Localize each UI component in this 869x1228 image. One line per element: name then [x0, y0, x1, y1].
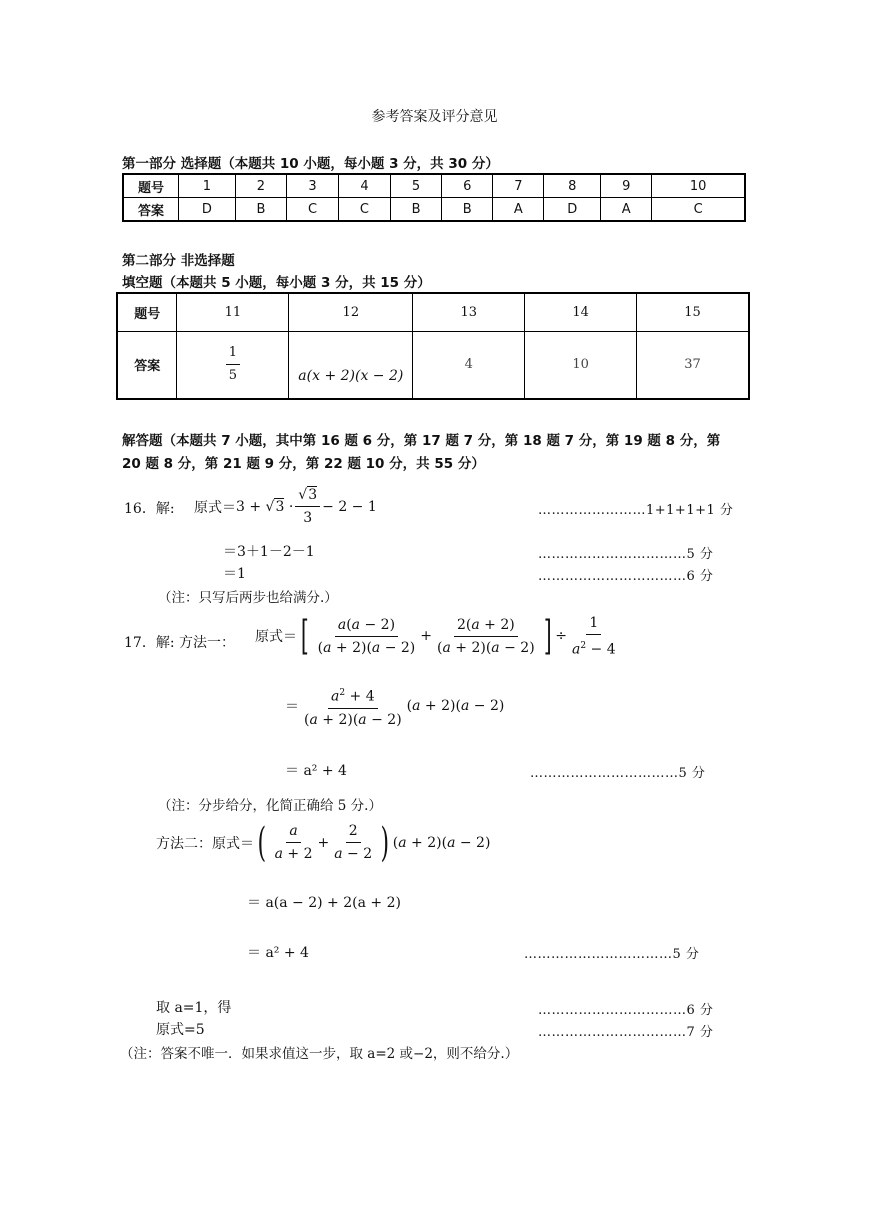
question-number: 9 — [601, 174, 652, 198]
answer-cell: B — [442, 198, 493, 222]
question-number: 2 — [235, 174, 286, 198]
answer-cell: C — [338, 198, 390, 222]
answer-cell: C — [652, 198, 745, 222]
part2-heading: 第二部分 非选择题 — [122, 253, 235, 269]
question-number: 13 — [413, 293, 525, 331]
question-number: 1 — [179, 174, 236, 198]
q17-method2-step1: 方法二：原式＝ ( $\frac{a}{a + 2}$ + $\frac{2}{a - 2}$ ) (a + 2)(a − 2) — [156, 819, 491, 866]
answer-cell: A — [493, 198, 544, 222]
question-number: 7 — [493, 174, 544, 198]
question-number: 5 — [390, 174, 441, 198]
q17-score4: ……………………………7 分 — [538, 1025, 714, 1040]
factored-expression: a(x + 2)(x − 2) — [298, 368, 404, 384]
answer-cell: 4 — [413, 331, 525, 399]
q16-label: 16．解: — [124, 501, 175, 517]
answer-cell — [289, 331, 413, 399]
q16-step1: 原式＝ 3 + √3 · $\frac{√3}{3}$ − 2 − 1 — [194, 487, 377, 526]
row-label: 题号 — [117, 293, 177, 331]
q17-take-value: 取 a=1，得 — [156, 1000, 232, 1016]
fill-blank-answer-table — [116, 292, 750, 400]
q17-score1: ……………………………5 分 — [530, 766, 706, 781]
question-number: 12 — [289, 293, 413, 331]
answer-cell: C — [286, 198, 338, 222]
table-row — [123, 174, 745, 198]
fraction-answer — [226, 344, 240, 385]
question-number: 8 — [544, 174, 601, 198]
table-row — [117, 331, 749, 399]
answer-cell: 10 — [525, 331, 637, 399]
q17-step3: ＝ a² + 4 — [285, 763, 347, 779]
table-row — [123, 198, 745, 222]
q17-label: 17．解: 方法一： — [124, 635, 235, 651]
q17-result: 原式=5 — [156, 1022, 205, 1038]
table-row — [117, 293, 749, 331]
question-number: 14 — [525, 293, 637, 331]
row-label: 题号 — [123, 174, 179, 198]
q17-step1: 原式＝ [ $\frac{a(a - 2)}{(a + 2)(a - 2)}$ + $\frac{2(a + 2)}{(a + 2)(a - 2)}$ ] ÷ $\frac{1}{a^2 - 4}$ — [255, 613, 616, 660]
q16-step3: ＝1 — [223, 566, 246, 582]
answer-cell: D — [544, 198, 601, 222]
answer-cell: A — [601, 198, 652, 222]
choice-answer-table — [122, 173, 746, 222]
page-title: 参考答案及评分意见 — [371, 109, 498, 125]
question-number: 10 — [652, 174, 745, 198]
q17-method2-label: 方法二：原式＝ — [156, 835, 254, 852]
q17-prefix: 原式＝ — [255, 629, 297, 646]
answer-cell: 37 — [637, 331, 749, 399]
row-label: 答案 — [117, 331, 177, 399]
question-number: 6 — [442, 174, 493, 198]
q17-score2: ……………………………5 分 — [524, 947, 700, 962]
question-number: 11 — [177, 293, 289, 331]
solve-heading-line2: 20 题 8 分，第 21 题 9 分，第 22 题 10 分，共 55 分） — [122, 456, 485, 472]
answer-cell: D — [179, 198, 236, 222]
answer-cell: B — [390, 198, 441, 222]
fill-blank-heading: 填空题（本题共 5 小题，每小题 3 分，共 15 分） — [122, 275, 431, 291]
q17-score3: ……………………………6 分 — [538, 1003, 714, 1018]
q16-score2: ……………………………5 分 — [538, 547, 714, 562]
q17-note2: （注：答案不唯一．如果求值这一步，取 a=2 或−2，则不给分.） — [120, 1046, 519, 1062]
fraction-denominator: 5 — [228, 368, 238, 384]
solve-heading-line1: 解答题（本题共 7 小题，其中第 16 题 6 分，第 17 题 7 分，第 18 题 7 分，第 19 题 8 分，第 — [122, 433, 721, 449]
q16-score1: ……………………1+1+1+1 分 — [538, 503, 734, 518]
q16-step2: ＝3＋1－2－1 — [223, 544, 315, 560]
row-label: 答案 — [123, 198, 179, 222]
question-number: 4 — [338, 174, 390, 198]
q16-score3: ……………………………6 分 — [538, 569, 714, 584]
question-number: 15 — [637, 293, 749, 331]
q17-method2-step3: ＝ a² + 4 — [247, 945, 309, 961]
q17-note1: （注：分步给分，化简正确给 5 分.） — [158, 798, 382, 814]
question-number: 3 — [286, 174, 338, 198]
q16-note: （注：只写后两步也给满分.） — [158, 590, 338, 606]
q16-prefix: 原式＝ — [194, 499, 236, 516]
answer-cell: B — [235, 198, 286, 222]
answer-cell — [177, 331, 289, 399]
q17-step2: ＝ $\frac{a^2 + 4}{(a + 2)(a - 2)}$ (a + 2)(a − 2) — [285, 684, 504, 729]
q17-method2-step2: ＝ a(a − 2) + 2(a + 2) — [247, 895, 401, 911]
fraction-numerator: 1 — [226, 344, 240, 365]
part1-heading: 第一部分 选择题（本题共 10 小题，每小题 3 分，共 30 分） — [122, 156, 499, 172]
